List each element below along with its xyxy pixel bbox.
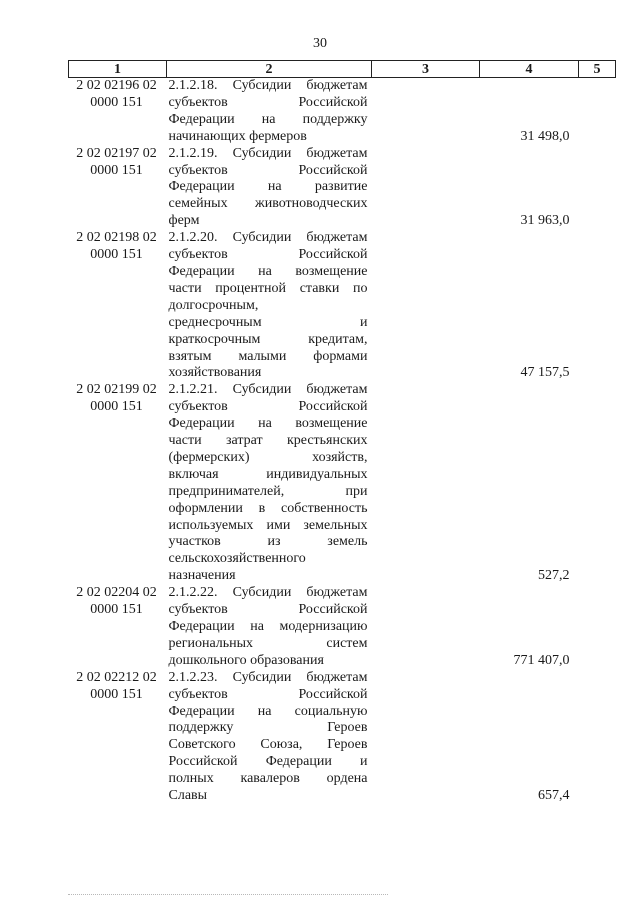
budget-code-cell bbox=[69, 78, 167, 146]
amount-cell: 657,4 bbox=[538, 788, 570, 804]
budget-code-cell bbox=[69, 230, 167, 382]
column-header-4: 4 bbox=[480, 61, 579, 78]
description-line: используемых ими земельных bbox=[168, 517, 368, 533]
budget-code-line: 0000 151 bbox=[90, 247, 143, 263]
column-3-cell bbox=[372, 230, 480, 382]
amount-cell: 31 498,0 bbox=[520, 128, 570, 144]
column-5-cell bbox=[579, 78, 616, 146]
description-line: субъектов Российской bbox=[168, 686, 368, 702]
description-line: Славы bbox=[168, 788, 208, 804]
budget-code-cell bbox=[69, 146, 167, 231]
table-row bbox=[69, 146, 616, 231]
budget-code-line: 2 02 02199 02 bbox=[76, 382, 157, 398]
description-line: Российской Федерации и bbox=[168, 754, 368, 770]
description-line: поддержку Героев bbox=[168, 720, 368, 736]
description-line: Федерации на поддержку bbox=[168, 111, 368, 127]
table-header bbox=[69, 61, 616, 78]
budget-code-line: 0000 151 bbox=[90, 94, 143, 110]
description-line: долгосрочным, bbox=[168, 297, 259, 313]
description-line: краткосрочным кредитам, bbox=[168, 331, 368, 347]
description-cell bbox=[167, 146, 372, 231]
budget-table bbox=[68, 60, 616, 805]
table-row bbox=[69, 585, 616, 670]
amount-cell: 31 963,0 bbox=[520, 213, 570, 229]
description-line: семейных животноводческих bbox=[168, 196, 368, 212]
description-cell bbox=[167, 382, 372, 585]
table-row bbox=[69, 78, 616, 146]
budget-code-line: 0000 151 bbox=[90, 602, 143, 618]
scan-artifact-line bbox=[68, 894, 388, 898]
budget-code-line: 2 02 02197 02 bbox=[76, 145, 157, 161]
column-5-cell bbox=[579, 670, 616, 805]
description-line: субъектов Российской bbox=[168, 602, 368, 618]
description-line: назначения bbox=[168, 568, 236, 584]
budget-code-line: 0000 151 bbox=[90, 399, 143, 415]
description-line: дошкольного образования bbox=[168, 652, 324, 668]
amount-cell: 47 157,5 bbox=[520, 365, 570, 381]
amount-cell: 527,2 bbox=[538, 568, 570, 584]
column-3-cell bbox=[372, 670, 480, 805]
budget-code-line: 2 02 02204 02 bbox=[76, 585, 157, 601]
description-line: части процентной ставки по bbox=[168, 280, 368, 296]
description-cell bbox=[167, 78, 372, 146]
column-5-cell bbox=[579, 146, 616, 231]
description-line: полных кавалеров ордена bbox=[168, 771, 368, 787]
description-line: Федерации на модернизацию bbox=[168, 619, 368, 634]
description-line: 2.1.2.19. Субсидии бюджетам bbox=[168, 145, 368, 161]
column-5-cell bbox=[579, 585, 616, 670]
description-line: предпринимателей, при bbox=[168, 483, 368, 499]
description-line: Советского Союза, Героев bbox=[168, 737, 368, 753]
description-line: 2.1.2.21. Субсидии бюджетам bbox=[168, 382, 368, 398]
column-3-cell bbox=[372, 585, 480, 670]
description-line: 2.1.2.18. Субсидии бюджетам bbox=[168, 78, 368, 93]
description-line: Федерации на развитие bbox=[168, 179, 368, 195]
description-line: субъектов Российской bbox=[168, 162, 368, 178]
description-cell bbox=[167, 585, 372, 670]
description-line: 2.1.2.22. Субсидии бюджетам bbox=[168, 585, 368, 601]
budget-code-line: 0000 151 bbox=[90, 162, 143, 178]
budget-code-line: 2 02 02198 02 bbox=[76, 230, 157, 246]
description-line: включая индивидуальных bbox=[168, 466, 368, 482]
description-line: субъектов Российской bbox=[168, 247, 368, 263]
budget-code-cell bbox=[69, 382, 167, 585]
description-line: сельскохозяйственного bbox=[168, 551, 306, 567]
budget-code-cell bbox=[69, 670, 167, 805]
column-5-cell bbox=[579, 382, 616, 585]
column-5-cell bbox=[579, 230, 616, 382]
description-line: Федерации на социальную bbox=[168, 703, 368, 719]
budget-code-line: 0000 151 bbox=[90, 686, 143, 702]
column-header-2: 2 bbox=[167, 61, 372, 78]
description-cell bbox=[167, 670, 372, 805]
column-3-cell bbox=[372, 146, 480, 231]
description-line: Федерации на возмещение bbox=[168, 416, 368, 432]
budget-code-line: 2 02 02212 02 bbox=[76, 669, 157, 685]
budget-code-cell bbox=[69, 585, 167, 670]
description-cell bbox=[167, 230, 372, 382]
column-3-cell bbox=[372, 78, 480, 146]
budget-code-line: 2 02 02196 02 bbox=[76, 78, 157, 93]
table-row bbox=[69, 382, 616, 585]
column-header-1: 1 bbox=[69, 61, 167, 78]
table-body bbox=[69, 78, 616, 805]
description-line: субъектов Российской bbox=[168, 399, 368, 415]
description-line: части затрат крестьянских bbox=[168, 433, 368, 449]
amount-cell: 771 407,0 bbox=[513, 652, 570, 668]
table-row bbox=[69, 670, 616, 805]
description-line: хозяйствования bbox=[168, 365, 262, 381]
description-line: оформлении в собственность bbox=[168, 500, 368, 516]
page-number: 30 bbox=[313, 36, 327, 51]
table-row bbox=[69, 230, 616, 382]
column-3-cell bbox=[372, 382, 480, 585]
description-line: среднесрочным и bbox=[168, 314, 368, 330]
description-line: (фермерских) хозяйств, bbox=[168, 449, 368, 465]
description-line: ферм bbox=[168, 213, 200, 229]
description-line: региональных систем bbox=[168, 635, 368, 651]
description-line: 2.1.2.23. Субсидии бюджетам bbox=[168, 669, 368, 685]
column-header-3: 3 bbox=[372, 61, 480, 78]
description-line: 2.1.2.20. Субсидии бюджетам bbox=[168, 230, 368, 246]
column-header-5: 5 bbox=[579, 61, 616, 78]
description-line: субъектов Российской bbox=[168, 94, 368, 110]
description-line: взятым малыми формами bbox=[168, 348, 368, 364]
description-line: Федерации на возмещение bbox=[168, 263, 368, 279]
description-line: участков из земель bbox=[168, 534, 368, 550]
description-line: начинающих фермеров bbox=[168, 128, 307, 144]
